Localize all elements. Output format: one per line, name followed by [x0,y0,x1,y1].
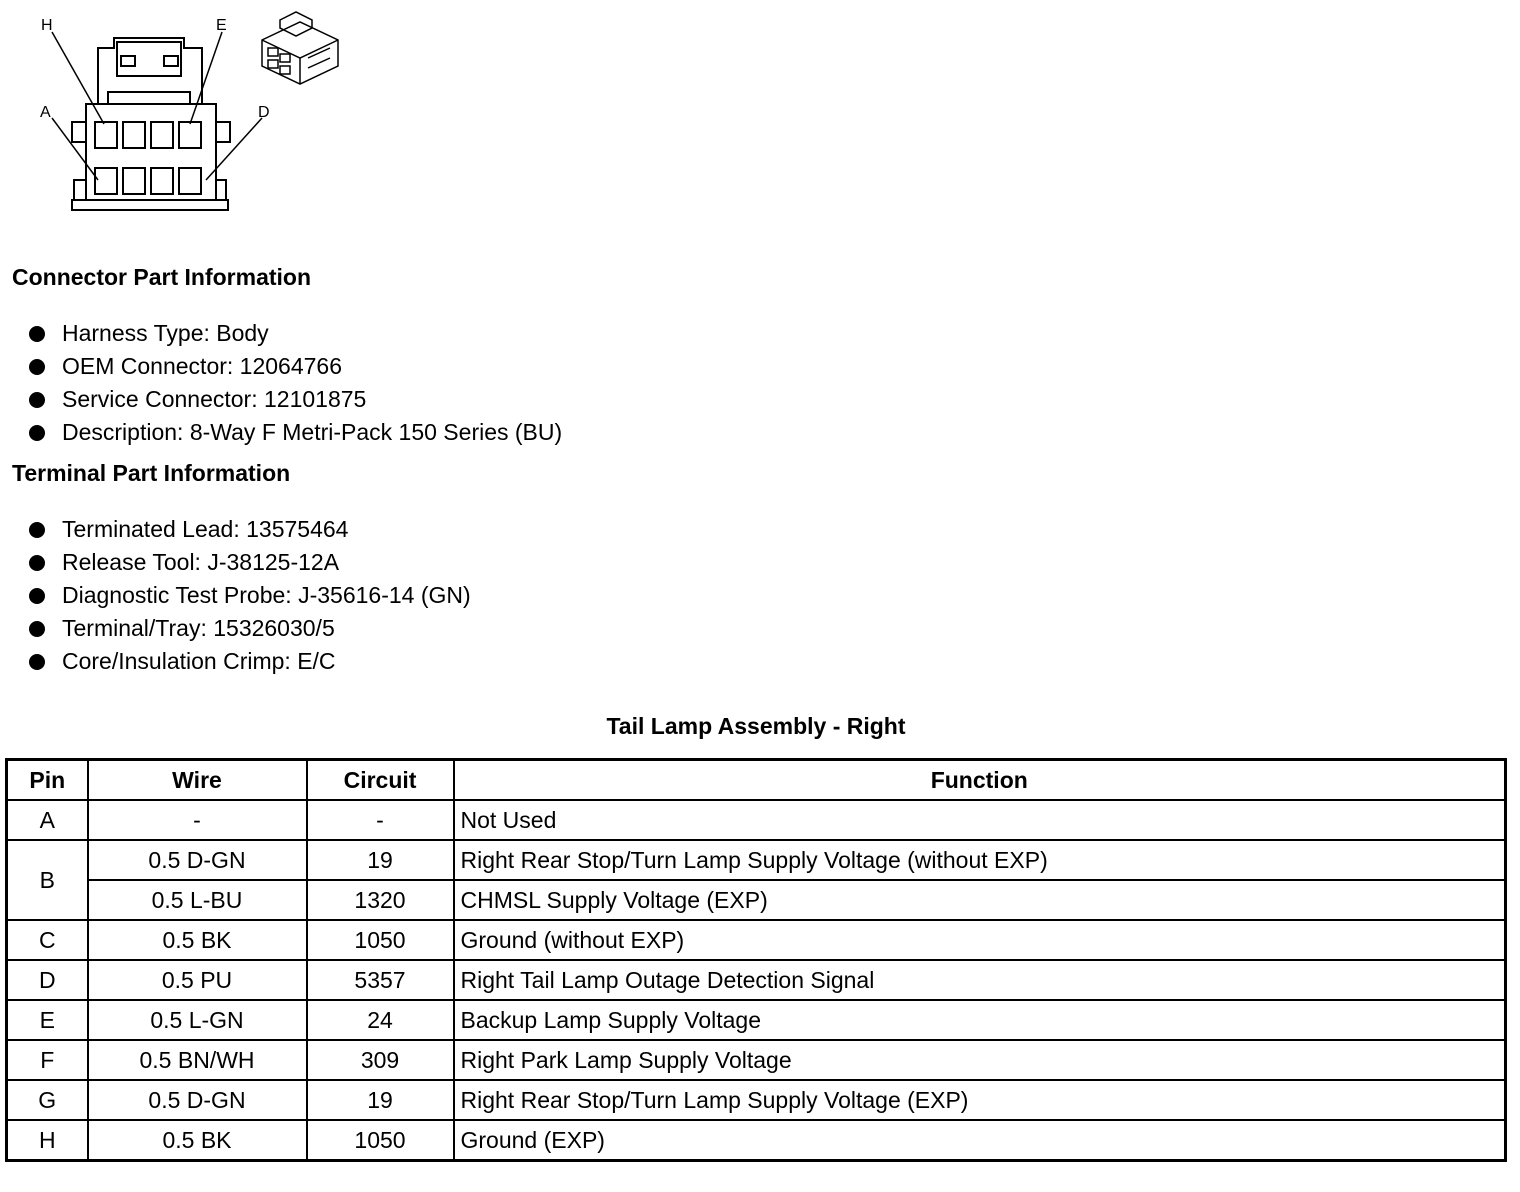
table-row [7,920,1506,960]
table-row [7,1040,1506,1080]
table-row [7,1080,1506,1120]
cell-wire: 0.5 D-GN [88,1080,307,1120]
cell-wire: 0.5 BK [88,920,307,960]
list-item [28,579,471,612]
list-item [28,317,562,350]
list-item [28,350,562,383]
table-row [7,840,1506,880]
list-item-text: OEM Connector: 12064766 [62,353,343,379]
list-item-text: Release Tool: J-38125-12A [62,549,340,575]
list-item-text: Core/Insulation Crimp: E/C [62,648,336,674]
bullet-icon [29,522,45,538]
list-item-text: Diagnostic Test Probe: J-35616-14 (GN) [62,582,471,608]
cell-wire: 0.5 L-BU [88,880,307,920]
column-header-pin: Pin [7,760,88,801]
pin-label-a: A [40,104,51,121]
cell-function: CHMSL Supply Voltage (EXP) [454,880,1506,920]
cell-circuit: 1050 [307,1120,454,1161]
cell-circuit: 19 [307,1080,454,1120]
pin-label-e: E [216,17,227,34]
table-header-row [7,760,1506,801]
list-item [28,546,471,579]
list-item-text: Harness Type: Body [62,320,269,346]
connector-face-diagram [0,0,360,230]
table-row [7,880,1506,920]
cell-circuit: 1050 [307,920,454,960]
cell-circuit: 19 [307,840,454,880]
cell-function: Right Rear Stop/Turn Lamp Supply Voltage (EXP) [454,1080,1506,1120]
bullet-icon [29,359,45,375]
pin-label-h: H [41,17,53,34]
cell-function: Right Park Lamp Supply Voltage [454,1040,1506,1080]
cell-pin: C [7,920,88,960]
cell-function: Not Used [454,800,1506,840]
bullet-icon [29,392,45,408]
cell-wire: 0.5 BN/WH [88,1040,307,1080]
bullet-icon [29,621,45,637]
pinout-table [5,758,1507,1162]
column-header-function: Function [454,760,1506,801]
bullet-icon [29,326,45,342]
bullet-icon [29,425,45,441]
column-header-wire: Wire [88,760,307,801]
list-item [28,513,471,546]
cell-wire: 0.5 BK [88,1120,307,1161]
cell-pin: E [7,1000,88,1040]
cell-wire: 0.5 D-GN [88,840,307,880]
column-header-circuit: Circuit [307,760,454,801]
cell-circuit: 309 [307,1040,454,1080]
connector-part-info-list [28,317,562,449]
list-item [28,645,471,678]
cell-pin: F [7,1040,88,1080]
bullet-icon [29,654,45,670]
cell-function: Right Rear Stop/Turn Lamp Supply Voltage (without EXP) [454,840,1506,880]
bullet-icon [29,555,45,571]
cell-pin: D [7,960,88,1000]
cell-function: Ground (without EXP) [454,920,1506,960]
list-item-text: Terminated Lead: 13575464 [62,516,349,542]
terminal-part-info-list [28,513,471,678]
cell-pin: A [7,800,88,840]
list-item [28,416,562,449]
list-item-text: Service Connector: 12101875 [62,386,367,412]
cell-wire: - [88,800,307,840]
connector-part-info-heading: Connector Part Information [12,264,312,290]
table-row [7,960,1506,1000]
pin-label-d: D [258,104,270,121]
cell-circuit: 1320 [307,880,454,920]
table-row [7,1120,1506,1161]
cell-function: Ground (EXP) [454,1120,1506,1161]
cell-pin: B [7,840,88,920]
cell-circuit: 5357 [307,960,454,1000]
cell-function: Backup Lamp Supply Voltage [454,1000,1506,1040]
cell-pin: H [7,1120,88,1161]
cell-wire: 0.5 PU [88,960,307,1000]
connector-3d-illustration [262,12,338,84]
bullet-icon [29,588,45,604]
cell-pin: G [7,1080,88,1120]
cell-circuit: 24 [307,1000,454,1040]
table-row [7,1000,1506,1040]
list-item-text: Description: 8-Way F Metri-Pack 150 Series (BU) [62,419,563,445]
list-item [28,612,471,645]
list-item-text: Terminal/Tray: 15326030/5 [62,615,335,641]
table-title: Tail Lamp Assembly - Right [606,713,906,739]
list-item [28,383,562,416]
terminal-part-info-heading: Terminal Part Information [12,460,291,486]
cell-circuit: - [307,800,454,840]
cell-wire: 0.5 L-GN [88,1000,307,1040]
table-row [7,800,1506,840]
cell-function: Right Tail Lamp Outage Detection Signal [454,960,1506,1000]
